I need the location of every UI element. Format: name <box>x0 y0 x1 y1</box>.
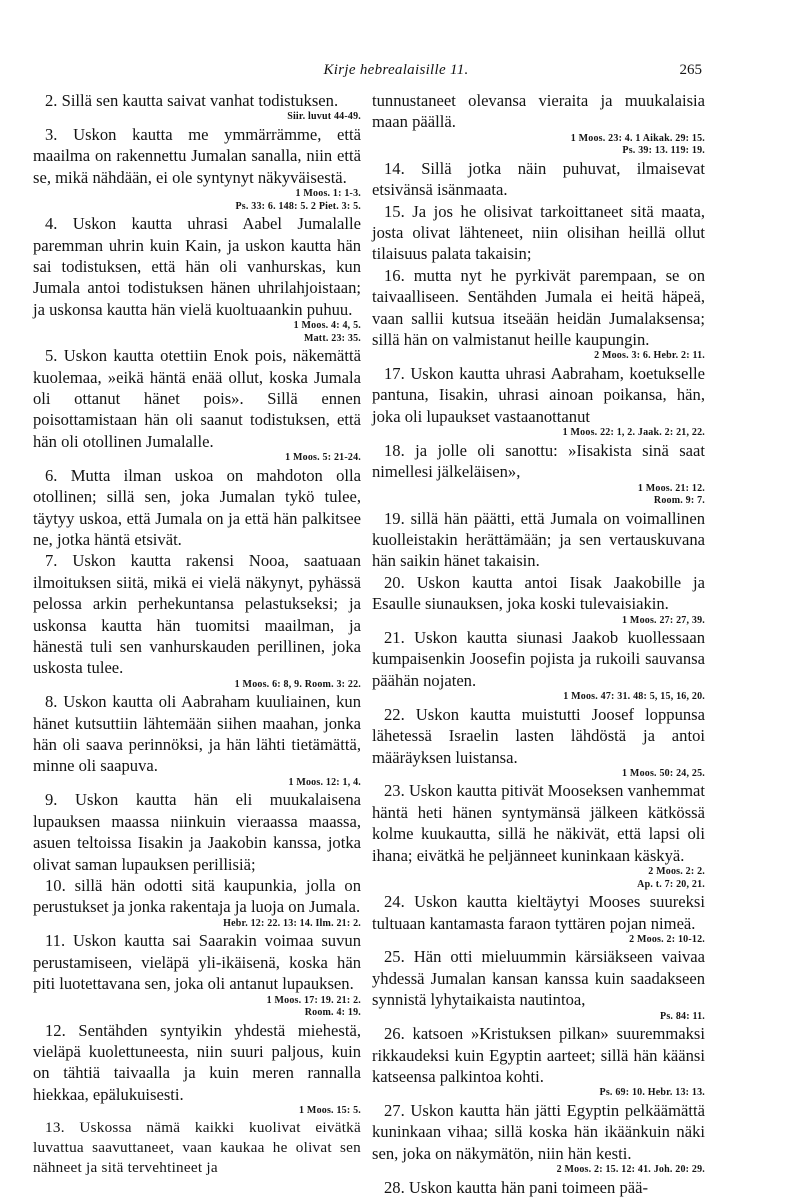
verse-text: 7. Uskon kautta rakensi Nooa, saatuaan ilmoituksen siitä, mikä ei vielä näkynyt, pyhässä pelossa arkin perhekuntansa pelastukseksi; ja uskonsa kautta hän tuomitsi maailman, ja hänestä tuli sen vanhurskauden perillinen, joka uskosta tulee. <box>33 551 361 678</box>
verse-paragraph <box>33 1118 361 1178</box>
verse-text: 19. sillä hän päätti, että Jumala on voimallinen kuolleistakin herättämään; ja sen vertauskuvana hän saikin hänet takaisin. <box>372 508 705 571</box>
verse-text: 15. Ja jos he olisivat tarkoittaneet sitä maata, josta olivat lähteneet, niin olisihan heillä ollut tilaisuus palata takaisin; <box>372 201 705 264</box>
right-column <box>372 90 705 1198</box>
verse-paragraph <box>372 363 705 440</box>
verse-text: 24. Uskon kautta kieltäytyi Mooses suureksi tultuaan kantamasta faraon tyttären pojan nimeä. <box>372 892 705 933</box>
cross-reference: Ap. t. 7: 20, 21. <box>637 878 705 890</box>
cross-reference: Matt. 23: 35. <box>303 332 361 344</box>
verse-text: 26. katsoen »Kristuksen pilkan» suuremmaksi rikkaudeksi kuin Egyptin aarteet; sillä hän käänsi katseensa palkintoa kohti. <box>372 1024 705 1086</box>
verse-paragraph <box>33 345 361 465</box>
page-header <box>0 62 792 84</box>
verse-paragraph <box>33 550 361 691</box>
verse-text: 2. Sillä sen kautta saivat vanhat todistuksen. <box>45 91 339 110</box>
verse-text: 12. Sentähden syntyikin yhdestä miehestä, vieläpä kuolettuneesta, niin suuri paljous, kuin on tähtiä taivaalla ja kuin meren rannalla hiekkaa, epälukuisesti. <box>33 1020 361 1104</box>
verse-paragraph <box>372 1100 705 1177</box>
verse-text: 27. Uskon kautta hän jätti Egyptin pelkäämättä kuninkaan vihaa; sillä koska hän ikäänkuin näki sen, joka on näkymätön, niin hän kesti. <box>372 1100 705 1163</box>
verse-paragraph <box>372 704 705 781</box>
cross-reference: Ps. 33: 6. 148: 5. 2 Piet. 3: 5. <box>235 200 361 212</box>
cross-reference: 1 Moos. 47: 31. 48: 5, 15, 16, 20. <box>563 691 705 703</box>
cross-reference: 2 Moos. 3: 6. Hebr. 2: 11. <box>594 350 705 362</box>
verse-paragraph <box>372 780 705 891</box>
cross-reference: 2 Moos. 2: 10-12. <box>629 933 705 945</box>
verse-paragraph <box>372 440 705 508</box>
left-column <box>33 90 361 1178</box>
cross-reference: 1 Moos. 5: 21-24. <box>285 452 361 464</box>
cross-reference: 1 Moos. 12: 1, 4. <box>288 776 361 788</box>
verse-paragraph <box>372 891 705 946</box>
cross-reference: 1 Moos. 15: 5. <box>299 1105 361 1117</box>
verse-paragraph <box>372 158 705 201</box>
cross-reference: 1 Moos. 6: 8, 9. Room. 3: 22. <box>234 678 361 690</box>
verse-paragraph <box>372 946 705 1023</box>
verse-paragraph <box>33 930 361 1019</box>
running-title: Kirje hebrealaisille 11. <box>323 62 469 78</box>
cross-reference: Siir. luvut 44-49. <box>287 111 361 123</box>
verse-text: 14. Sillä jotka näin puhuvat, ilmaisevat etsivänsä isänmaata. <box>372 158 705 200</box>
verse-text: 21. Uskon kautta siunasi Jaakob kuollessaan kumpaisenkin Joosefin pojista ja rukoili sauvansa päähän nojaten. <box>372 628 705 690</box>
cross-reference: 1 Moos. 17: 19. 21: 2. <box>266 994 361 1006</box>
verse-paragraph <box>372 627 705 704</box>
verse-paragraph <box>372 201 705 265</box>
cross-reference: 1 Moos. 50: 24, 25. <box>622 767 705 779</box>
cross-reference: Ps. 84: 11. <box>660 1010 705 1022</box>
verse-text: 13. Uskossa nämä kaikki kuolivat eivätkä luvattua saavuttaneet, vaan kaukaa he olivat sen nähneet ja sitä tervehtineet ja <box>33 1118 361 1176</box>
verse-paragraph <box>33 789 361 875</box>
verse-text: 17. Uskon kautta uhrasi Aabraham, koetukselle pantuna, Iisakin, uhrasi ainoan poikansa, hän, joka oli lupaukset vastaanottanut <box>372 363 705 426</box>
verse-paragraph <box>33 465 361 551</box>
cross-reference: 1 Moos. 27: 27, 39. <box>622 614 705 626</box>
verse-text: 28. Uskon kautta hän pani toimeen pää- <box>384 1177 649 1197</box>
verse-paragraph <box>33 90 361 124</box>
cross-reference: Hebr. 12: 22. 13: 14. Ilm. 21: 2. <box>223 917 361 929</box>
cross-reference: Ps. 39: 13. 119: 19. <box>622 145 705 157</box>
cross-reference: 1 Moos. 23: 4. 1 Aikak. 29: 15. <box>570 132 705 144</box>
verse-paragraph <box>33 1020 361 1118</box>
cross-reference: 2 Moos. 2: 15. 12: 41. Joh. 20: 29. <box>556 1164 705 1176</box>
verse-text: 8. Uskon kautta oli Aabraham kuuliainen, kun hänet kutsuttiin lähtemään siihen maahan, jonka hän oli saava perinnöksi, ja hän lähti tietämättä, minne oli saapuva. <box>33 692 361 776</box>
verse-text: 23. Uskon kautta pitivät Mooseksen vanhemmat häntä heti hänen syntymänsä jälkeen kätkössä kolme kuukautta, sillä he näkivät, että lapsi oli ihana; eivätkä he peljänneet kuninkaan käskyä. <box>372 781 705 865</box>
cross-reference: Room. 4: 19. <box>304 1007 361 1019</box>
verse-text: 20. Uskon kautta antoi Iisak Jaakobille ja Esaulle siunauksen, joka koski tulevaisiakin. <box>372 572 705 614</box>
verse-text: tunnustaneet olevansa vieraita ja muukalaisia maan päällä. <box>372 91 705 132</box>
verse-paragraph <box>33 124 361 213</box>
verse-text: 16. mutta nyt he pyrkivät parempaan, se on taivaalliseen. Sentähden Jumala ei heitä häpeä, vaan sallii kutsua itseään heidän Jumalaksensa; sillä hän on valmistanut heille kaupungin. <box>372 265 705 350</box>
verse-paragraph <box>33 875 361 930</box>
verse-text: 6. Mutta ilman uskoa on mahdoton olla otollinen; sillä sen, joka Jumalan tykö tulee, täytyy uskoa, että Jumala on ja että hän palkitsee ne, jotka häntä etsivät. <box>33 465 361 549</box>
cross-reference: 1 Moos. 1: 1-3. <box>295 188 361 200</box>
verse-paragraph <box>372 508 705 572</box>
verse-text: 9. Uskon kautta hän eli muukalaisena lupauksen maassa niinkuin vieraassa maassa, asuen teltoissa Iisakin ja Jaakobin kanssa, jotka olivat saman lupauksen perillisiä; <box>33 790 361 874</box>
verse-paragraph <box>372 1023 705 1100</box>
cross-reference: Room. 9: 7. <box>653 495 705 506</box>
verse-paragraph <box>372 265 705 363</box>
verse-text: 10. sillä hän odotti sitä kaupunkia, jolla on perustukset ja jonka rakentaja ja luoja on Jumala. <box>33 876 361 917</box>
cross-reference: Ps. 69: 10. Hebr. 13: 13. <box>599 1087 705 1099</box>
verse-text: 11. Uskon kautta sai Saarakin voimaa suvun perustamiseen, vieläpä yli-ikäisenä, koska hän piti luotettavana sen, joka oli antanut lupauksen. <box>33 931 361 994</box>
verse-text: 25. Hän otti mieluummin kärsiäkseen vaivaa yhdessä Jumalan kansan kanssa kuin saadakseen synnistä lyhytaikaista nautintoa, <box>372 947 705 1010</box>
verse-text: 4. Uskon kautta uhrasi Aabel Jumalalle paremman uhrin kuin Kain, ja uskon kautta hän sai todistuksen, että hän oli vanhurskas, kun Jumala antoi todistuksen hänen uhrilahjoistaan; ja uskonsa kautta hän vielä kuoltuaankin puhuu. <box>33 214 361 319</box>
cross-reference: 1 Moos. 22: 1, 2. Jaak. 2: 21, 22. <box>562 427 705 439</box>
verse-text: 18. ja jolle oli sanottu: »Iisakista sinä saat nimellesi jälkeläisen», <box>372 440 705 482</box>
verse-paragraph <box>33 213 361 345</box>
verse-paragraph <box>372 90 705 158</box>
cross-reference: 2 Moos. 2: 2. <box>648 866 705 878</box>
page-number: 265 <box>679 62 702 78</box>
verse-text: 5. Uskon kautta otettiin Enok pois, näkemättä kuolemaa, »eikä häntä enää ollut, koska Jumala oli ottanut hänet pois». Sillä ennen poisottamistaan hän oli saanut todistuksen, että hän oli otollinen Jumalalle. <box>33 346 361 451</box>
cross-reference: 1 Moos. 21: 12. <box>637 482 705 494</box>
verse-text: 3. Uskon kautta me ymmärrämme, että maailma on rakennettu Jumalan sanalla, niin että se, mikä nähdään, ei ole syntynyt näkyväisestä. <box>33 124 361 187</box>
verse-paragraph <box>372 572 705 627</box>
cross-reference: 1 Moos. 4: 4, 5. <box>293 320 361 332</box>
verse-paragraph <box>33 691 361 789</box>
verse-text: 22. Uskon kautta muistutti Joosef loppunsa lähetessä Israelin lasten lähdöstä ja antoi määräyksen luistansa. <box>372 704 705 767</box>
